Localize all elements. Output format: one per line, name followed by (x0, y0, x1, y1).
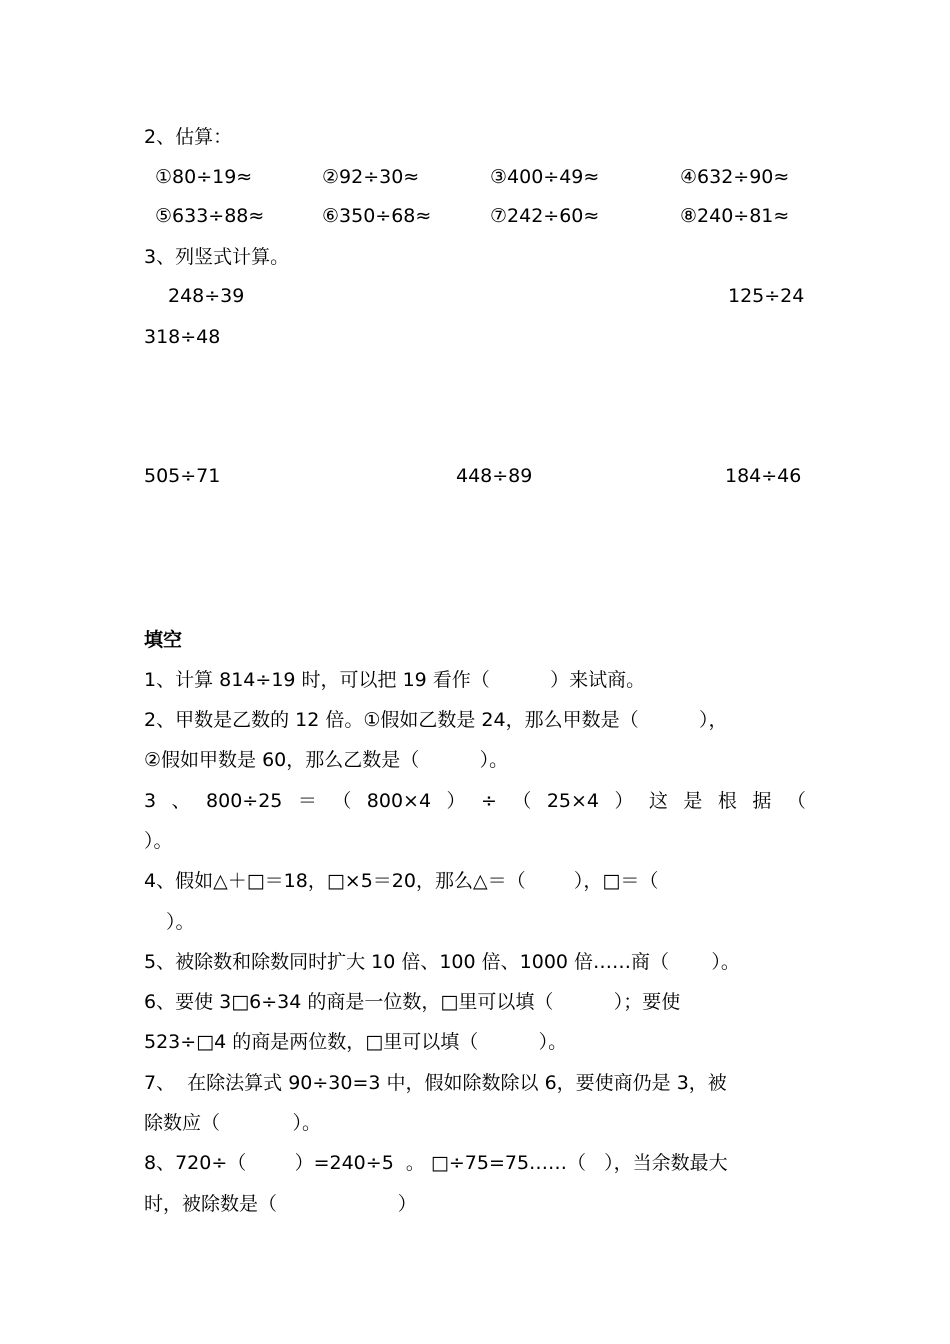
division-problem: 248÷39 (168, 285, 245, 307)
estimate-item: ⑧240÷81≈ (680, 205, 790, 227)
estimate-item: ⑥350÷68≈ (322, 205, 432, 227)
q3-token: ） (614, 790, 634, 812)
fill-question-8-line-1: 8、720÷（ ）=240÷5 。 □÷75=75……（ ），当余数最大 (144, 1152, 728, 1174)
fill-blank-heading: 填空 (144, 629, 183, 651)
fill-question-6-line-2: 523÷□4 的商是两位数，□里可以填（ ）。 (144, 1031, 568, 1053)
estimate-item: ①80÷19≈ (155, 166, 253, 188)
fill-question-3-line-1 (144, 789, 806, 813)
fill-question-1: 1、计算 814÷19 时，可以把 19 看作（ ）来试商。 (144, 669, 646, 691)
q3-token: 25×4 (546, 790, 600, 812)
q3-token: （ (786, 790, 806, 812)
estimate-item: ⑦242÷60≈ (490, 205, 600, 227)
fill-question-3-line-2: ）。 (144, 830, 173, 852)
division-problem: 184÷46 (725, 465, 802, 487)
division-problem: 505÷71 (144, 465, 221, 487)
fill-question-4-line-1: 4、假如△＋□＝18，□×5＝20，那么△＝（ ），□＝（ (144, 870, 659, 892)
fill-question-8-line-2: 时，被除数是（ ） (144, 1193, 417, 1215)
q3-token: 800÷25 (206, 790, 283, 812)
fill-question-2-line-2: ②假如甲数是 60，那么乙数是（ ）。 (144, 749, 509, 771)
fill-question-5: 5、被除数和除数同时扩大 10 倍、100 倍、1000 倍……商（ ）。 (144, 951, 740, 973)
q3-token: ＝ (297, 790, 317, 812)
q3-token: ÷ (480, 790, 497, 812)
division-problem: 448÷89 (456, 465, 533, 487)
estimate-item: ③400÷49≈ (490, 166, 600, 188)
fill-question-2-line-1: 2、甲数是乙数的 12 倍。①假如乙数是 24，那么甲数是（ ）， (144, 709, 728, 731)
estimate-item: ②92÷30≈ (322, 166, 420, 188)
division-problem: 125÷24 (728, 285, 805, 307)
estimate-item: ④632÷90≈ (680, 166, 790, 188)
q3-token: 、 (171, 790, 191, 812)
q3-token: 据 (752, 790, 772, 812)
fill-question-7-line-2: 除数应（ ）。 (144, 1112, 321, 1134)
q3-token: 是 (683, 790, 703, 812)
q3-token: 3 (144, 790, 157, 812)
q3-token: 这 (648, 790, 668, 812)
fill-question-7-line-1: 7、 在除法算式 90÷30=3 中，假如除数除以 6，要使商仍是 3，被 (144, 1072, 727, 1094)
fill-question-4-line-2: ）。 (166, 911, 195, 933)
estimate-item: ⑤633÷88≈ (155, 205, 265, 227)
q3-token: 根 (717, 790, 737, 812)
q3-token: （ (512, 790, 532, 812)
vertical-calc-heading: 3、列竖式计算。 (144, 246, 290, 268)
q3-token: 800×4 (366, 790, 432, 812)
q3-token: ） (446, 790, 466, 812)
division-problem: 318÷48 (144, 326, 221, 348)
fill-question-6-line-1: 6、要使 3□6÷34 的商是一位数，□里可以填（ ）；要使 (144, 991, 681, 1013)
q3-token: （ (332, 790, 352, 812)
estimate-heading: 2、估算： (144, 126, 233, 148)
